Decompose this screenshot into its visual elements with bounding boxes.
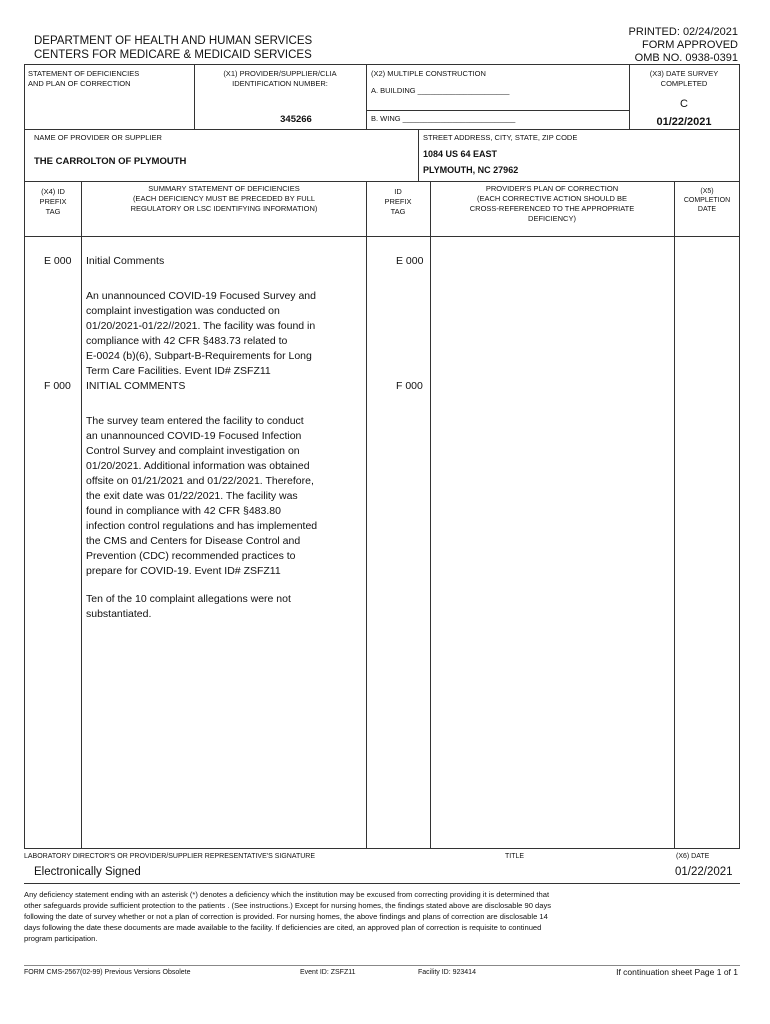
entry-id-tag: E 000 [396,255,424,267]
agency-header [34,34,312,62]
entry-tag: F 000 [44,380,71,392]
footnote: Any deficiency statement ending with an asterisk (*) denotes a deficiency which the institution may be excused from correcting providing it is determined that other safeguards provide sufficient protection to the patients . (See instructions.) Except for nursing homes, the findings stated above are disclosable 90 days following the date of survey whether or not a plan of correction is provided. For nursing homes, the above findings and plans of correction are disclosable 14 days following the date these documents are made available to the facility. If deficiencies are cited, an approved plan of correction is requisite to continued program participation. [24,890,552,943]
footer-facility-id: Facility ID: 923414 [418,969,476,976]
omb-number: OMB NO. 0938-0391 [634,52,738,64]
x3-date: 01/22/2021 [656,116,712,128]
footer-rule [24,965,740,966]
footer-page: If continuation sheet Page 1 of 1 [616,967,738,977]
col-divider [81,181,82,848]
divider [629,64,630,129]
date-label: (X6) DATE [676,853,710,860]
provider-name: THE CARROLTON OF PLYMOUTH [34,156,187,167]
x3-code: C [680,98,688,110]
rule [24,181,740,182]
signature-value: Electronically Signed [34,866,141,878]
address-label: STREET ADDRESS, CITY, STATE, ZIP CODE [423,133,578,142]
rule [24,883,740,884]
signature-date: 01/22/2021 [675,866,733,878]
divider [366,110,629,111]
border [739,64,740,848]
form-info [629,26,738,65]
entry-title: Initial Comments [86,255,165,267]
entry-paragraph: An unannounced COVID-19 Focused Survey and complaint investigation was conducted on 01/20/2021-01/22//2021. The facility was found in compliance with 42 CFR §483.73 related to E-0024 (b)(6), Subpart-B-Requirements for Long Term Care Facilities. Event ID# ZSFZ11 [86,290,316,377]
printed-date: PRINTED: 02/24/2021 [628,26,738,38]
col-header-id: ID PREFIX TAG [384,187,412,216]
footer-event-id: Event ID: ZSFZ11 [300,969,356,976]
entry-id-tag: F 000 [396,380,423,392]
entry-paragraph: Ten of the 10 complaint allegations were not substantiated. [86,593,291,620]
signature-label: LABORATORY DIRECTOR'S OR PROVIDER/SUPPLIER REPRESENTATIVE'S SIGNATURE [24,853,316,860]
x2-label: (X2) MULTIPLE CONSTRUCTION [371,69,486,78]
statement-label: STATEMENT OF DEFICIENCIES AND PLAN OF CORRECTION [28,69,140,88]
x1-label: (X1) PROVIDER/SUPPLIER/CLIA IDENTIFICATION NUMBER: [223,69,337,88]
col-divider [674,181,675,848]
form-approved: FORM APPROVED [642,39,738,51]
col-header-x5: (X5) COMPLETION DATE [683,188,731,213]
col-header-plan: PROVIDER'S PLAN OF CORRECTION (EACH CORRECTIVE ACTION SHOULD BE CROSS-REFERENCED TO THE APPROPRIATE DEFICIENCY) [469,184,635,223]
rule [24,236,740,237]
divider [194,64,195,129]
x3-label: (X3) DATE SURVEY COMPLETED [649,69,719,88]
col-header-summary: SUMMARY STATEMENT OF DEFICIENCIES (EACH DEFICIENCY MUST BE PRECEDED BY FULL REGULATORY OR LSC IDENTIFYING INFORMATION) [130,184,318,213]
rule [24,848,740,849]
x1-value: 345266 [280,114,312,125]
x2-building: A. BUILDING ______________________ [371,86,510,95]
entry-title: INITIAL COMMENTS [86,380,186,392]
dept-line-2: CENTERS FOR MEDICARE & MEDICAID SERVICES [34,49,312,61]
provider-label: NAME OF PROVIDER OR SUPPLIER [34,133,162,142]
title-label: TITLE [505,853,525,860]
x2-wing: B. WING ___________________________ [371,114,516,123]
top-rule [24,64,740,65]
col-header-x4: (X4) ID PREFIX TAG [39,187,67,216]
border [24,64,25,848]
address-line-2: PLYMOUTH, NC 27962 [423,165,519,175]
col-divider [430,181,431,848]
divider [418,129,419,181]
rule [24,129,740,130]
entry-tag: E 000 [44,255,72,267]
col-divider [366,181,367,848]
footer-form: FORM CMS-2567(02-99) Previous Versions Obsolete [24,969,191,976]
entry-paragraph: The survey team entered the facility to conduct an unannounced COVID-19 Focused Infection Control Survey and complaint investigation on 01/20/2021. Additional information was obtained offsite on 01/21/2021 and 01/22/2021. Therefore, the exit date was 01/22/2021. The facility was found in compliance with 42 CFR §483.80 infection control regulations and has implemented the CMS and Centers for Disease Control and Prevention (CDC) recommended practices to prepare for COVID-19. Event ID# ZSFZ11 [86,415,318,577]
dept-line-1: DEPARTMENT OF HEALTH AND HUMAN SERVICES [34,35,313,47]
address-line-1: 1084 US 64 EAST [423,149,498,159]
